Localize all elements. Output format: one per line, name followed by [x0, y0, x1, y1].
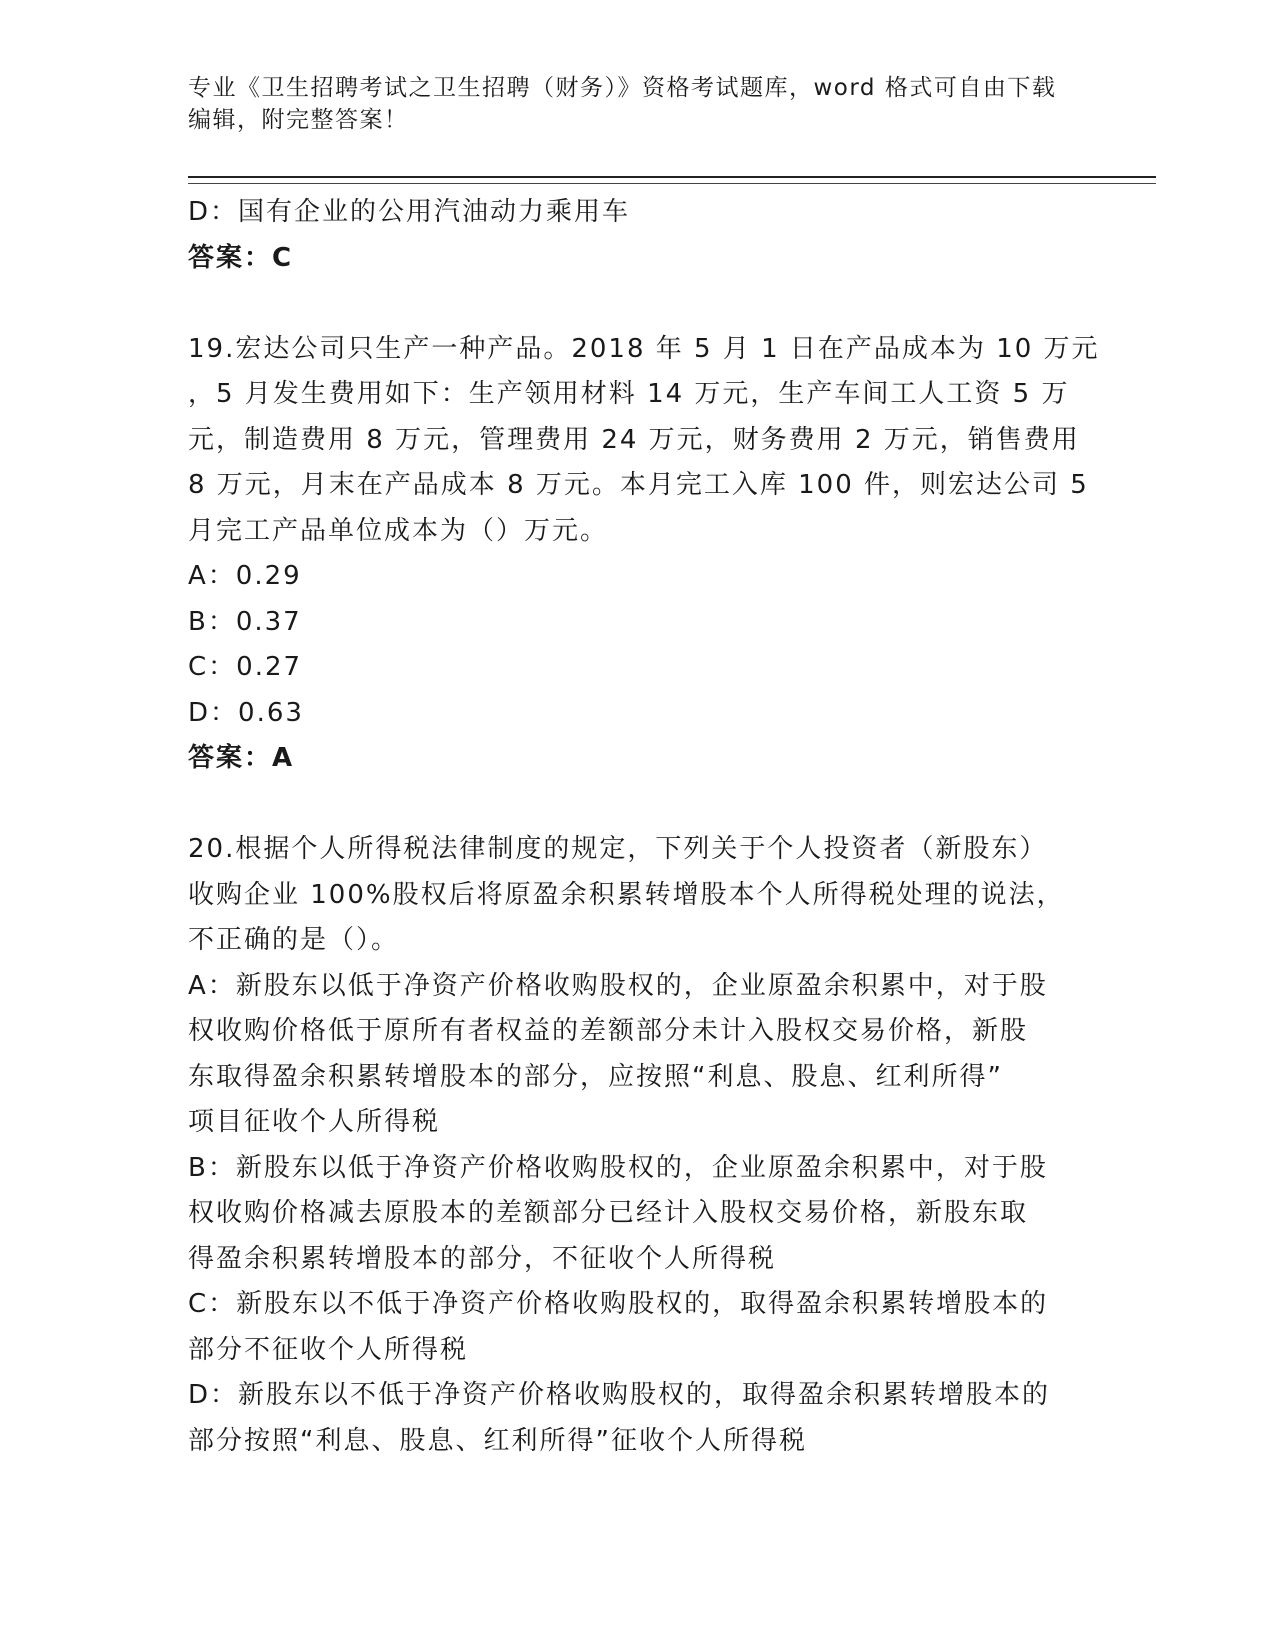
- header-line-2: 编辑，附完整答案！: [188, 107, 409, 133]
- q20-option-d-line: D：新股东以不低于净资产价格收购股权的，取得盈余积累转增股本的: [188, 1380, 1051, 1410]
- q19-option-d: D：0.63: [188, 697, 304, 728]
- q20-stem-line: 收购企业 100%股权后将原盈余积累转增股本个人所得税处理的说法，: [188, 879, 1065, 910]
- q20-option-a-line: 项目征收个人所得税: [188, 1107, 441, 1137]
- spacer: [188, 782, 1088, 828]
- q19-stem-line: 元，制造费用 8 万元，管理费用 24 万元，财务费用 2 万元，销售费用: [188, 424, 1080, 455]
- page-header: [188, 72, 1088, 136]
- spacer: [188, 281, 1088, 327]
- q20-option-a-line: 东取得盈余积累转增股本的部分，应按照“利息、股息、红利所得”: [188, 1061, 1003, 1092]
- q20-option-b-line: 权收购价格减去原股本的差额部分已经计入股权交易价格，新股东取: [188, 1198, 1029, 1228]
- q19-stem-line: 8 万元，月末在产品成本 8 万元。本月完工入库 100 件，则宏达公司 5: [188, 470, 1089, 500]
- q19-option-b: B：0.37: [188, 606, 302, 637]
- question-19: [188, 327, 1100, 782]
- prev-answer: 答案：C: [188, 242, 294, 273]
- q20-option-b-line: B：新股东以低于净资产价格收购股权的，企业原盈余积累中，对于股: [188, 1152, 1048, 1183]
- question-20: [188, 827, 1088, 1464]
- header-divider-thin: [188, 183, 1156, 184]
- q20-option-a-line: A：新股东以低于净资产价格收购股权的，企业原盈余积累中，对于股: [188, 970, 1048, 1001]
- q19-option-a: A：0.29: [188, 561, 302, 591]
- q20-option-c-line: 部分不征收个人所得税: [188, 1334, 469, 1365]
- q19-option-c: C：0.27: [188, 652, 303, 682]
- q20-option-b-line: 得盈余积累转增股本的部分，不征收个人所得税: [188, 1243, 777, 1274]
- q20-stem-line: 不正确的是（）。: [188, 925, 400, 955]
- q19-stem-line: ，5 月发生费用如下：生产领用材料 14 万元，生产车间工人工资 5 万: [188, 379, 1070, 409]
- header-line-1: 专业《卫生招聘考试之卫生招聘（财务）》资格考试题库，word 格式可自由下载: [188, 75, 1057, 101]
- header-divider-thick: [188, 176, 1156, 178]
- q19-stem-line: 月完工产品单位成本为（）万元。: [188, 515, 609, 546]
- q20-option-c-line: C：新股东以不低于净资产价格收购股权的，取得盈余积累转增股本的: [188, 1289, 1049, 1319]
- q20-option-a-line: 权收购价格低于原所有者权益的差额部分未计入股权交易价格，新股: [188, 1016, 1029, 1046]
- q20-stem-line: 20.根据个人所得税法律制度的规定，下列关于个人投资者（新股东）: [188, 834, 1048, 864]
- q20-option-d-line: 部分按照“利息、股息、红利所得”征收个人所得税: [188, 1425, 807, 1456]
- q19-stem-line: 19.宏达公司只生产一种产品。2018 年 5 月 1 日在产品成本为 10 万元: [188, 333, 1100, 364]
- prev-option-d: D：国有企业的公用汽油动力乘用车: [188, 197, 631, 227]
- document-body: [188, 190, 1100, 1464]
- q19-answer: 答案：A: [188, 743, 295, 773]
